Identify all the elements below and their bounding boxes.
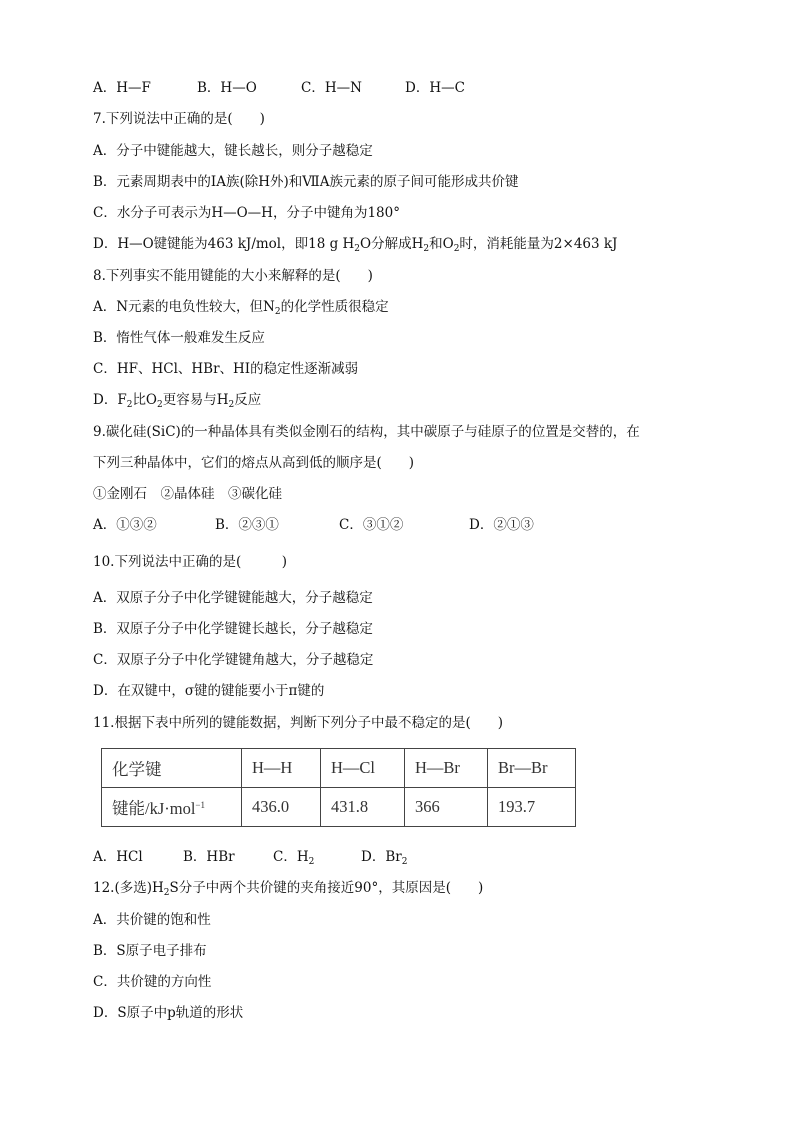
q7-option-a: A．分子中键能越大，键长越长，则分子越稳定 [93, 143, 373, 159]
q8-a-part2: 的化学性质很稳定 [280, 299, 389, 315]
table-header-cell: H—Br [405, 749, 488, 788]
subscript: 2 [401, 857, 408, 867]
q7-d-part1: D．H—O键键能为463 kJ/mol，即18 g H [93, 236, 355, 252]
q8-option-d [93, 390, 261, 415]
q9-stem-line2: 下列三种晶体中，它们的熔点从高到低的顺序是( ) [93, 455, 415, 471]
q8-d-part2: 比O [132, 392, 158, 408]
q11-stem: 11.根据下表中所列的键能数据，判断下列分子中最不稳定的是( ) [93, 715, 504, 731]
q12-option-b: B．S原子电子排布 [93, 943, 207, 959]
q8-d-part4: 反应 [234, 392, 262, 408]
q11-option-c [273, 847, 361, 872]
q8-option-b: B．惰性气体一般难发生反应 [93, 330, 265, 346]
q8-d-part3: 更容易与H [162, 392, 229, 408]
q11-option-d-text: D．Br [361, 849, 402, 865]
q9-option-c: C．③①② [339, 517, 404, 533]
q12-option-c: C．共价键的方向性 [93, 974, 212, 990]
q6-option-d: D．H—C [405, 80, 465, 96]
subscript: 2 [228, 400, 235, 410]
subscript: 2 [126, 400, 133, 410]
q6-option-b: B．H—O [197, 80, 257, 96]
subscript: 2 [157, 400, 163, 410]
q9-option-b: B．②③① [215, 517, 279, 533]
q10-option-a: A．双原子分子中化学键键能越大，分子越稳定 [93, 590, 373, 606]
table-header-cell: H—H [242, 749, 321, 788]
q7-option-c: C．水分子可表示为H—O—H，分子中键角为180° [93, 205, 400, 221]
table-header-row [102, 749, 576, 788]
q7-d-part4: 时，消耗能量为2×463 kJ [459, 236, 618, 252]
table-cell: 436.0 [242, 788, 321, 827]
table-row-label [102, 788, 242, 827]
q8-option-a [93, 297, 389, 322]
row-label-text: 键能/kJ·mol [112, 799, 196, 818]
q8-stem: 8.下列事实不能用键能的大小来解释的是( ) [93, 268, 373, 284]
q9-items: ①金刚石 ②晶体硅 ③碳化硅 [93, 486, 282, 502]
subscript: 2 [308, 857, 315, 867]
q6-option-a: A．H—F [93, 80, 151, 96]
subscript: 2 [274, 307, 281, 317]
q10-option-b: B．双原子分子中化学键键长越长，分子越稳定 [93, 621, 373, 637]
q10-option-c: C．双原子分子中化学键键角越大，分子越稳定 [93, 652, 374, 668]
q10-option-d: D．在双键中，σ键的键能要小于π键的 [93, 683, 325, 699]
table-cell: 193.7 [488, 788, 576, 827]
subscript: 2 [163, 888, 170, 898]
q12-option-a: A．共价键的饱和性 [93, 912, 211, 928]
q12-option-d: D．S原子中p轨道的形状 [93, 1005, 244, 1021]
q7-option-d [93, 234, 617, 259]
q8-option-c: C．HF、HCl、HBr、HI的稳定性逐渐减弱 [93, 361, 359, 377]
table-row [102, 788, 576, 827]
q9-option-a: A．①③② [93, 517, 157, 533]
q6-options [93, 78, 465, 98]
subscript: 2 [423, 244, 430, 254]
q9-stem-line1: 9.碳化硅(SiC)的一种晶体具有类似金刚石的结构，其中碳原子与硅原子的位置是交替的，在 [93, 424, 640, 440]
q11-option-b: B．HBr [183, 849, 235, 865]
subscript: 2 [453, 244, 460, 254]
q7-option-b: B．元素周期表中的ⅠA族(除H外)和ⅦA族元素的原子间可能形成共价键 [93, 174, 519, 190]
q12-stem-part1: 12.(多选)H [93, 880, 164, 896]
q9-options [93, 515, 534, 535]
table-header-cell: H—Cl [321, 749, 405, 788]
q6-option-c: C．H—N [301, 80, 362, 96]
q12-stem-part2: S分子中两个共价键的夹角接近90°，其原因是( ) [169, 880, 484, 896]
table-header-cell: Br—Br [488, 749, 576, 788]
table-cell: 431.8 [321, 788, 405, 827]
q7-stem: 7.下列说法中正确的是( ) [93, 111, 265, 127]
table-cell: 366 [405, 788, 488, 827]
subscript: 2 [354, 244, 361, 254]
q9-option-d: D．②①③ [469, 517, 534, 533]
q11-option-c-text: C．H [273, 849, 309, 865]
superscript: −1 [195, 800, 205, 810]
bond-energy-table [101, 748, 576, 827]
q11-option-a: A．HCl [93, 849, 143, 865]
q8-a-part1: A．N元素的电负性较大，但N [93, 299, 275, 315]
q10-stem: 10.下列说法中正确的是( ) [93, 554, 288, 570]
q8-d-part1: D．F [93, 392, 127, 408]
q7-d-part3: 和O [429, 236, 454, 252]
q7-d-part2: O分解成H [360, 236, 424, 252]
table-header-cell: 化学键 [102, 749, 242, 788]
q11-option-d [361, 847, 407, 872]
q11-options [93, 847, 407, 872]
q12-stem [93, 878, 483, 903]
